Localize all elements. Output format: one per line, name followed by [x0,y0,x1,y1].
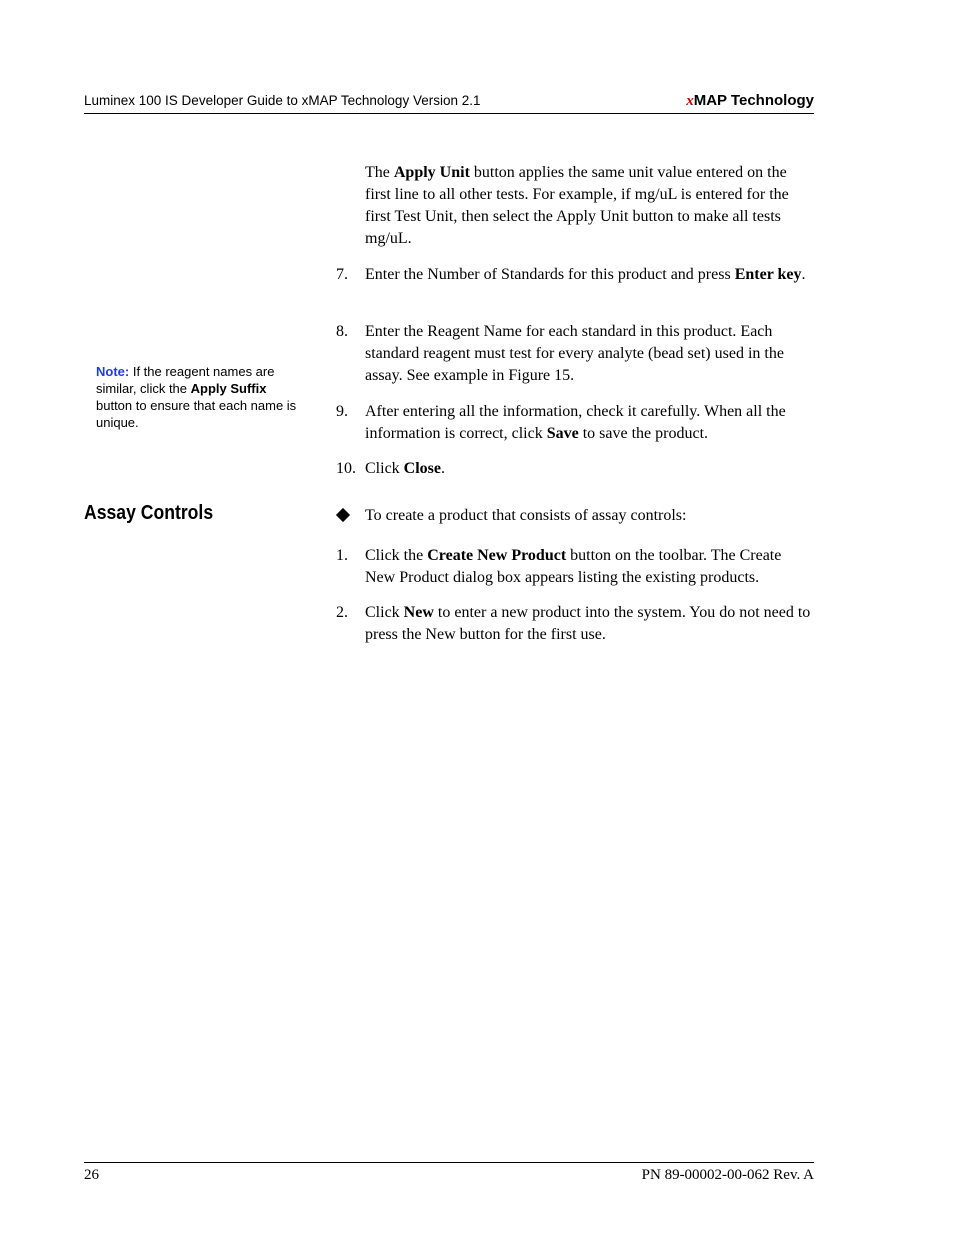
step-text: Click Close. [365,460,445,477]
apply-unit-paragraph: The Apply Unit button applies the same unit value entered on the first line to all other tests. For example, if mg/uL is entered for the first Test Unit, then select the Apply Unit button to make all tests mg/uL. [365,164,789,247]
bullet-text: To create a product that consists of assay controls: [365,507,687,524]
step-text: Enter the Reagent Name for each standard in this product. Each standard reagent must test for every analyte (bead set) used in the assay. See example in Figure 15. [365,323,784,384]
page-footer [84,1162,814,1187]
diamond-bullet-icon [336,508,350,522]
step-text: Click the Create New Product button on the toolbar. The Create New Product dialog box appears listing the existing products. [365,547,782,586]
note-label: Note: [96,364,130,379]
step-number: 8. [336,323,348,340]
brand-x: x [686,93,694,109]
step-text: Click New to enter a new product into the system. You do not need to press the New button for the first use. [365,604,811,643]
step-number: 9. [336,403,348,420]
step-text: Enter the Number of Standards for this product and press Enter key. [365,266,806,283]
brand-rest: MAP Technology [693,92,814,109]
step-number: 10. [336,460,356,477]
part-number: PN 89-00002-00-062 Rev. A [641,1167,814,1183]
page-header [84,91,814,114]
document-title: Luminex 100 IS Developer Guide to xMAP Technology Version 2.1 [84,93,481,108]
margin-note: Note: If the reagent names are similar, click the Apply Suffix button to ensure that each name is unique. [96,364,297,430]
step-number: 1. [336,547,348,564]
step-number: 2. [336,604,348,621]
apply-unit-term: Apply Unit [393,164,470,181]
step-number: 7. [336,266,348,283]
section-heading: Assay Controls [84,502,214,524]
page-number: 26 [84,1167,99,1183]
brand-label [686,92,814,110]
step-text: After entering all the information, check it carefully. When all the information is correct, click Save to save the product. [365,403,786,442]
